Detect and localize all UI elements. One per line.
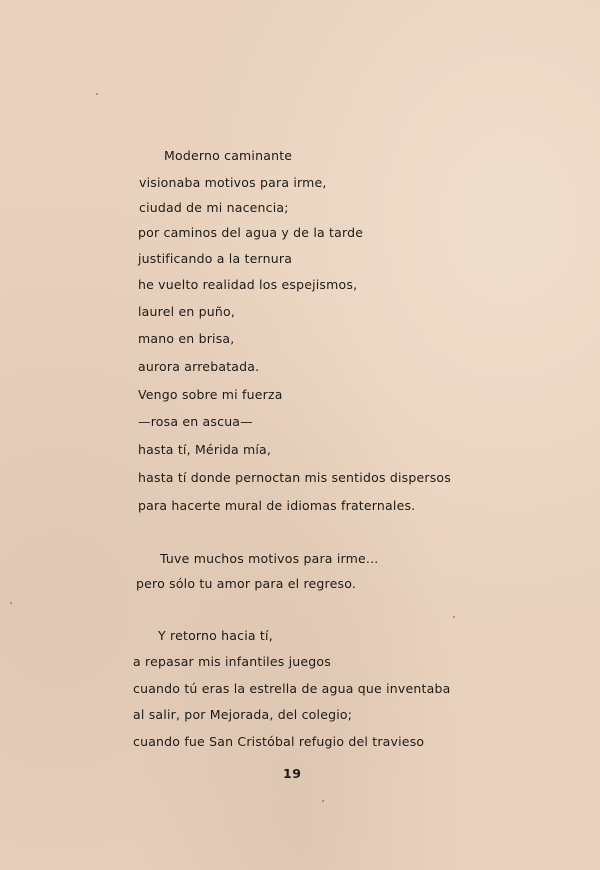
poem-line: ciudad de mi nacencia; bbox=[139, 200, 289, 215]
poem-line: hasta tí, Mérida mía, bbox=[138, 442, 272, 457]
poem-line: por caminos del agua y de la tarde bbox=[138, 225, 364, 240]
poem-line: hasta tí donde pernoctan mis sentidos dispersos bbox=[138, 470, 451, 485]
poem-line: cuando tú eras la estrella de agua que inventaba bbox=[133, 681, 451, 696]
poem-line: —rosa en ascua— bbox=[138, 414, 253, 429]
poem-line: aurora arrebatada. bbox=[138, 359, 260, 374]
poem-line: mano en brisa, bbox=[138, 331, 235, 346]
paper-speck bbox=[453, 616, 455, 618]
paper-speck bbox=[10, 602, 12, 604]
poem-line: justificando a la ternura bbox=[138, 251, 293, 266]
poem-line: para hacerte mural de idiomas fraternales. bbox=[138, 498, 416, 513]
page-number: 19 bbox=[283, 766, 302, 781]
poem-line: Y retorno hacia tí, bbox=[158, 628, 273, 643]
poem-line: visionaba motivos para irme, bbox=[139, 175, 327, 190]
poem-line: he vuelto realidad los espejismos, bbox=[138, 277, 358, 292]
poem-line: Moderno caminante bbox=[164, 148, 293, 163]
poem-line: pero sólo tu amor para el regreso. bbox=[136, 576, 357, 591]
poem-line: al salir, por Mejorada, del colegio; bbox=[133, 707, 353, 722]
poem-line: laurel en puño, bbox=[138, 304, 236, 319]
poem-line: Vengo sobre mi fuerza bbox=[138, 387, 283, 402]
poem-line: Tuve muchos motivos para irme... bbox=[160, 551, 379, 566]
paper-speck bbox=[96, 93, 98, 95]
poem-line: cuando fue San Cristóbal refugio del travieso bbox=[133, 734, 425, 749]
paper-speck bbox=[322, 800, 324, 802]
poem-line: a repasar mis infantiles juegos bbox=[133, 654, 331, 669]
